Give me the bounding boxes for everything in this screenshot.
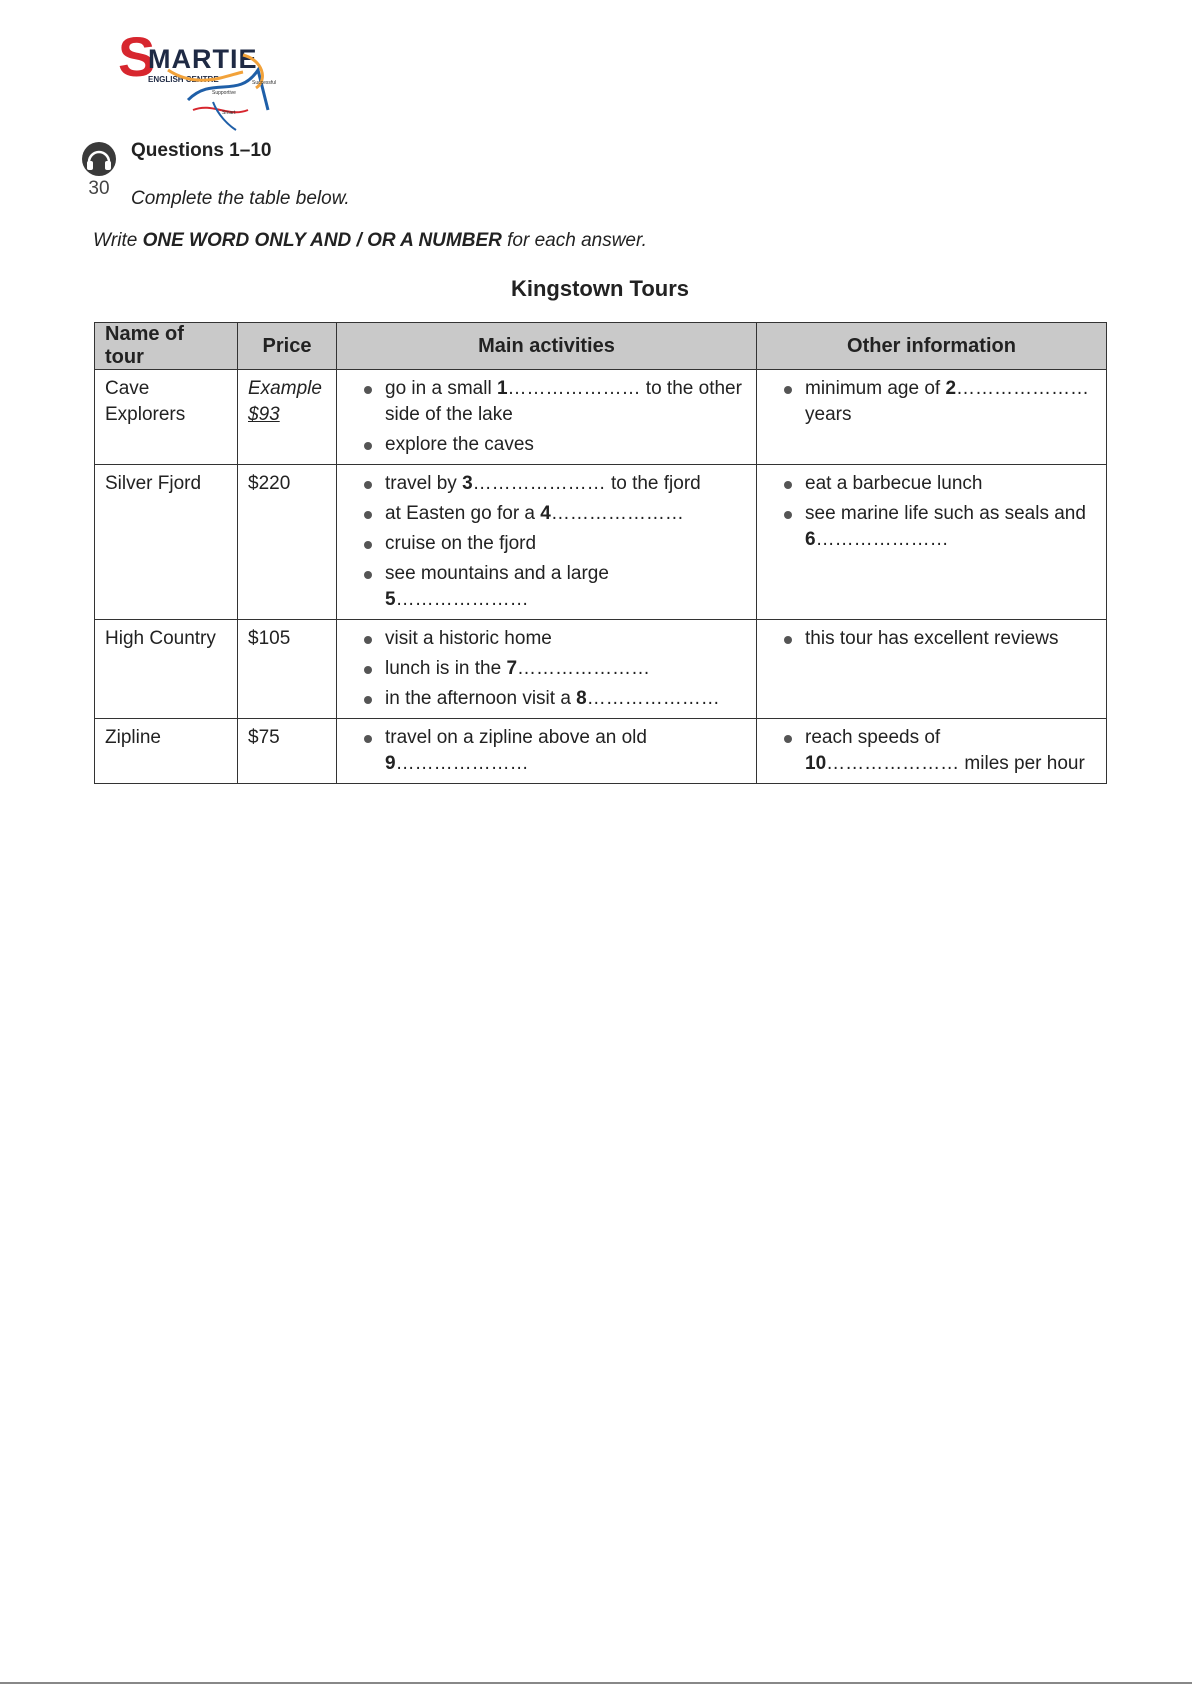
- tour-price: [238, 465, 337, 620]
- bullet-item: [767, 725, 1096, 777]
- bullet-icon: [364, 541, 372, 549]
- header-other-information: Other information: [757, 323, 1107, 370]
- bullet-icon: [364, 442, 372, 450]
- bullet-icon: [364, 735, 372, 743]
- answer-blank[interactable]: …………………: [550, 503, 684, 524]
- question-number: 7: [506, 658, 518, 679]
- price-value: $220: [248, 473, 291, 494]
- bullet-item: [347, 471, 746, 497]
- item-text: visit a historic home: [385, 628, 552, 649]
- question-number: 1: [496, 378, 508, 399]
- bullet-icon: [364, 636, 372, 644]
- audio-track-number: 30: [88, 178, 110, 199]
- activities-list: [347, 471, 746, 613]
- tour-name: Silver Fjord: [95, 465, 238, 620]
- question-number: 3: [462, 473, 473, 494]
- bullet-item: [347, 501, 746, 527]
- tours-table: [94, 322, 1107, 784]
- answer-blank[interactable]: …………………: [472, 473, 606, 494]
- bullet-icon: [364, 571, 372, 579]
- other-info-list: [767, 626, 1096, 652]
- bullet-item: [347, 686, 746, 712]
- main-activities: [337, 370, 757, 465]
- answer-rule-bold: ONE WORD ONLY AND / OR A NUMBER: [142, 230, 502, 251]
- price-value: $105: [248, 628, 291, 649]
- answer-blank[interactable]: …………………: [815, 529, 949, 550]
- main-activities: [337, 620, 757, 719]
- item-text: cruise on the fjord: [385, 533, 537, 554]
- table-row: [95, 465, 1107, 620]
- question-number: 6: [805, 529, 816, 550]
- bullet-item: [347, 561, 746, 613]
- question-number: 2: [945, 378, 957, 399]
- table-header-row: [95, 323, 1107, 370]
- other-info-list: [767, 725, 1096, 777]
- item-text: in the afternoon visit a: [385, 688, 577, 709]
- answer-blank[interactable]: …………………: [956, 378, 1090, 399]
- answer-blank[interactable]: …………………: [517, 658, 651, 679]
- tour-name: Zipline: [95, 719, 238, 784]
- item-text: explore the caves: [385, 434, 534, 455]
- item-text: see marine life such as seals and: [805, 503, 1086, 524]
- svg-text:ENGLISH CENTRE: ENGLISH CENTRE: [148, 75, 219, 84]
- smartie-logo: [118, 30, 288, 132]
- table-title: Kingstown Tours: [510, 276, 690, 301]
- item-text: travel by: [385, 473, 463, 494]
- answer-rule: [93, 230, 647, 252]
- tour-price: [238, 370, 337, 465]
- question-number: 9: [385, 753, 396, 774]
- header-name-of-tour: Name of tour: [95, 323, 238, 370]
- item-text-after: to the fjord: [605, 473, 701, 494]
- svg-text:MARTIE: MARTIE: [148, 44, 258, 74]
- bullet-item: [767, 501, 1096, 553]
- answer-rule-prefix: Write: [93, 230, 143, 251]
- bullet-icon: [364, 386, 372, 394]
- answer-blank[interactable]: …………………: [826, 753, 960, 774]
- instruction-text: Complete the table below.: [131, 188, 350, 209]
- item-text-after: miles per hour: [959, 753, 1085, 774]
- bullet-icon: [784, 636, 792, 644]
- bullet-icon: [784, 481, 792, 489]
- table-row: [95, 719, 1107, 784]
- svg-text:Successful: Successful: [252, 80, 277, 86]
- other-information: [757, 719, 1107, 784]
- item-text: at Easten go for a: [385, 503, 541, 524]
- main-activities: [337, 719, 757, 784]
- question-number: 5: [385, 589, 396, 610]
- bullet-item: [347, 376, 746, 428]
- table-row: [95, 370, 1107, 465]
- activities-list: [347, 725, 746, 777]
- item-text: go in a small: [385, 378, 497, 399]
- item-text: minimum age of: [805, 378, 946, 399]
- header-price: Price: [238, 323, 337, 370]
- svg-text:Supportive: Supportive: [212, 90, 236, 96]
- bullet-item: [347, 626, 746, 652]
- bullet-icon: [364, 481, 372, 489]
- svg-text:Smart: Smart: [222, 110, 236, 116]
- question-number: 4: [540, 503, 551, 524]
- other-information: [757, 370, 1107, 465]
- svg-text:S: S: [118, 30, 156, 88]
- bullet-item: [347, 725, 746, 777]
- bullet-icon: [364, 696, 372, 704]
- tour-price: [238, 719, 337, 784]
- page-bottom-rule: [0, 1682, 1192, 1684]
- answer-blank[interactable]: …………………: [507, 378, 641, 399]
- item-text: eat a barbecue lunch: [805, 473, 983, 494]
- other-info-list: [767, 376, 1096, 428]
- question-number: 10: [805, 753, 827, 774]
- answer-blank[interactable]: …………………: [395, 753, 529, 774]
- main-activities: [337, 465, 757, 620]
- bullet-item: [347, 432, 746, 458]
- table-row: [95, 620, 1107, 719]
- bullet-item: [347, 656, 746, 682]
- tour-name: High Country: [95, 620, 238, 719]
- questions-title: Questions 1–10: [131, 140, 272, 161]
- bullet-icon: [784, 511, 792, 519]
- other-information: [757, 620, 1107, 719]
- item-text-after: years: [805, 404, 852, 425]
- tour-price: [238, 620, 337, 719]
- bullet-item: [767, 471, 1096, 497]
- answer-blank[interactable]: …………………: [395, 589, 529, 610]
- item-text: lunch is in the: [385, 658, 507, 679]
- other-information: [757, 465, 1107, 620]
- bullet-item: [767, 376, 1096, 428]
- answer-blank[interactable]: …………………: [586, 688, 720, 709]
- activities-list: [347, 626, 746, 712]
- activities-list: [347, 376, 746, 458]
- question-number: 8: [576, 688, 587, 709]
- answer-rule-suffix: for each answer.: [501, 230, 647, 251]
- bullet-icon: [364, 511, 372, 519]
- price-value: $75: [248, 727, 280, 748]
- item-text: this tour has excellent reviews: [805, 628, 1059, 649]
- example-label: Example: [248, 378, 322, 399]
- tour-name: Cave Explorers: [95, 370, 238, 465]
- item-text: travel on a zipline above an old: [385, 727, 647, 748]
- item-text-after: to the other side of the lake: [385, 378, 742, 425]
- bullet-icon: [784, 735, 792, 743]
- header-main-activities: Main activities: [337, 323, 757, 370]
- bullet-icon: [364, 666, 372, 674]
- example-price: $93: [248, 404, 280, 425]
- bullet-icon: [784, 386, 792, 394]
- other-info-list: [767, 471, 1096, 553]
- item-text: see mountains and a large: [385, 563, 609, 584]
- bullet-item: [347, 531, 746, 557]
- bullet-item: [767, 626, 1096, 652]
- item-text: reach speeds of: [805, 727, 941, 748]
